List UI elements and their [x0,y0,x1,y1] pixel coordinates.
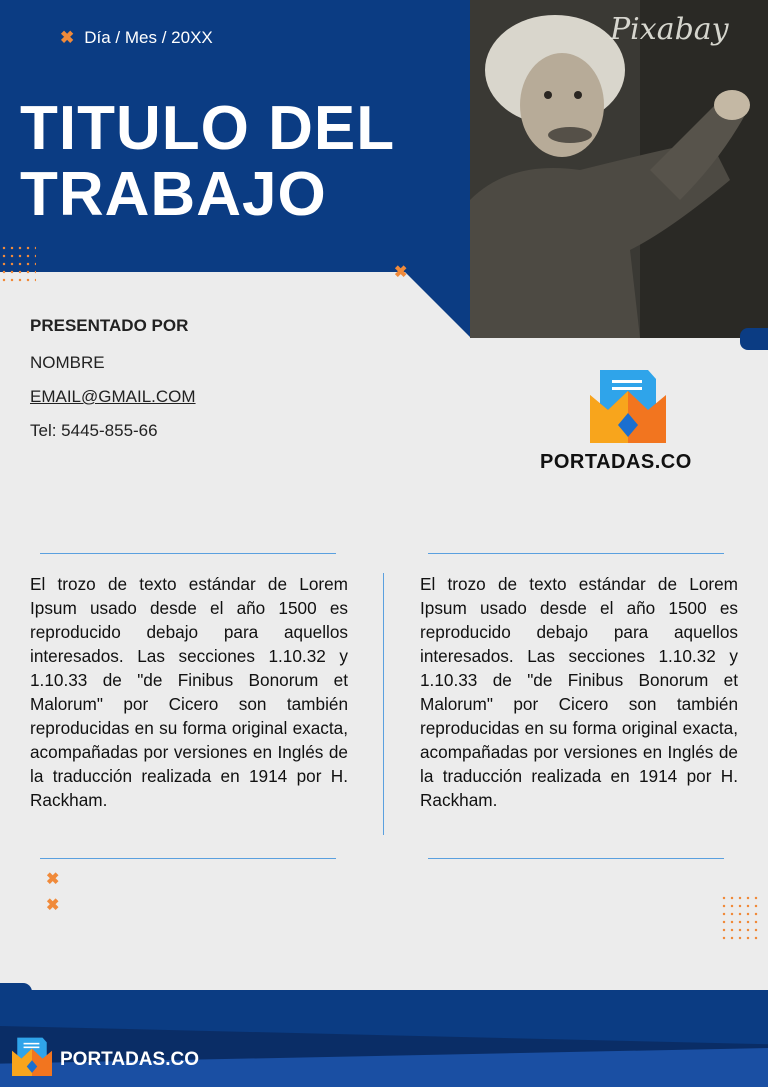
header-photo [470,0,768,338]
divider-top-right [428,553,724,554]
date-text: Día / Mes / 20XX [84,28,213,47]
date-row [60,28,213,48]
column-divider [383,573,384,835]
title-line-1: TITULO DEL [20,94,396,163]
page-title [20,96,395,228]
photo-watermark: Pixabay [610,12,729,47]
x-mark-icon: ✖ [394,264,408,281]
footer-band [0,990,768,1087]
dot-pattern-top-left [0,244,36,284]
presenter-block [30,316,196,455]
body-column-right: El trozo de texto estándar de Lorem Ipsum usado desde el año 1500 es reproducido debajo para aquellos interesados. Las secciones 1.10.32 y 1.10.33 de "de Finibus Bonorum et Malorum" por Cicero son también reproducidas en su forma original exacta, acompañadas por versiones en Inglés de la traducción realizada en 1914 por H. Rackham. [420,574,738,810]
presenter-name: NOMBRE [30,353,105,372]
logo-text: PORTADAS.CO [540,451,692,473]
title-line-2: TRABAJO [20,160,327,229]
divider-top-left [40,553,336,554]
header-wedge [405,272,471,338]
presenter-email[interactable]: EMAIL@GMAIL.COM [30,387,196,406]
x-mark-icon: ✖ [60,28,75,47]
footer-crown-icon [12,1034,52,1078]
presenter-phone: Tel: 5445-855-66 [30,421,158,440]
divider-bottom-left [40,858,336,859]
x-mark-icon: ✖ [46,871,60,888]
photo-illustration [470,0,768,338]
body-column-left: El trozo de texto estándar de Lorem Ipsum usado desde el año 1500 es reproducido debajo para aquellos interesados. Las secciones 1.10.32 y 1.10.33 de "de Finibus Bonorum et Malorum" por Cicero son también reproducidas en su forma original exacta, acompañadas por versiones en Inglés de la traducción realizada en 1914 por H. Rackham. [30,574,348,810]
presenter-heading: PRESENTADO POR [30,316,189,335]
footer-brand: PORTADAS.CO [60,1049,199,1070]
dot-pattern-bottom-right [720,894,760,942]
blue-tab-decoration [740,328,768,350]
divider-bottom-right [428,858,724,859]
crown-document-icon [590,365,666,445]
x-mark-icon: ✖ [46,897,60,914]
